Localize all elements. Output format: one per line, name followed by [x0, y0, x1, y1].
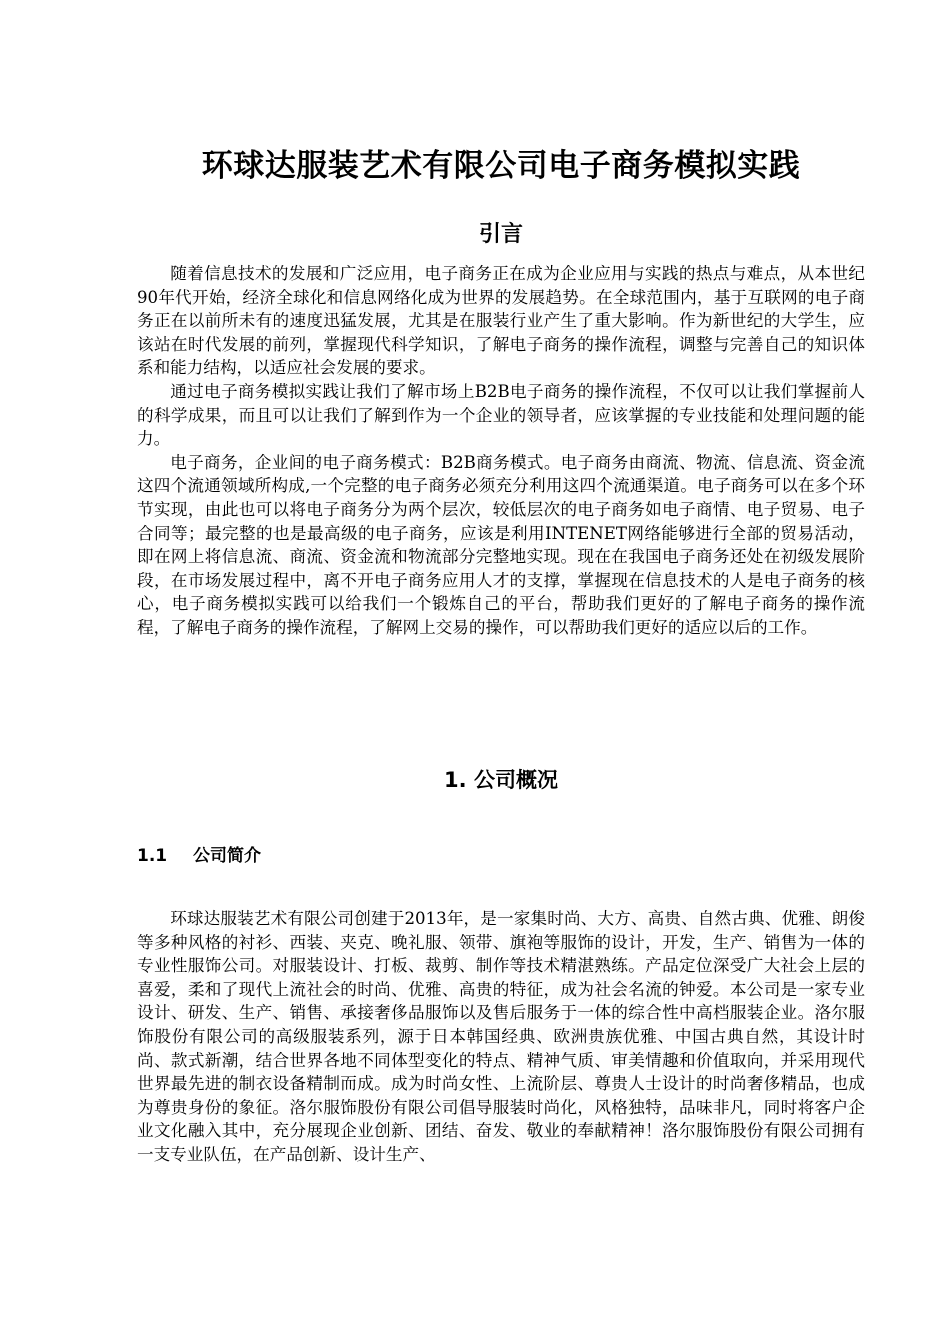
subsection-number: 1.1: [137, 846, 168, 866]
section-heading-company-overview: 1. 公司概况: [444, 768, 558, 792]
intro-paragraph-2: 通过电子商务模拟实践让我们了解市场上B2B电子商务的操作流程，不仅可以让我们掌握前人的科学成果，而且可以让我们了解到作为一个企业的领导者，应该掌握的专业技能和处理问题的能力。: [137, 381, 865, 449]
intro-paragraph-3: 电子商务，企业间的电子商务模式：B2B商务模式。电子商务由商流、物流、信息流、资金流这四个流通领域所构成,一个完整的电子商务必须充分利用这四个流通渠道。电子商务可以在多个环节实现，由此也可以将电子商务分为两个层次，较低层次的电子商务如电子商情、电子贸易、电子合同等；最完整的也是最高级的电子商务，应该是利用INTENET网络能够进行全部的贸易活动，即在网上将信息流、商流、资金流和物流部分完整地实现。现在在我国电子商务还处在初级发展阶段，在市场发展过程中，离不开电子商务应用人才的支撑，掌握现在信息技术的人是电子商务的核心，电子商务模拟实践可以给我们一个锻炼自己的平台，帮助我们更好的了解电子商务的操作流程，了解电子商务的操作流程，了解网上交易的操作，可以帮助我们更好的适应以后的工作。: [137, 452, 865, 637]
subsection-heading-company-intro: [137, 842, 261, 870]
intro-body: [137, 262, 865, 640]
subsection-title: 公司简介: [193, 846, 261, 866]
intro-paragraph-1: 随着信息技术的发展和广泛应用，电子商务正在成为企业应用与实践的热点与难点，从本世纪90年代开始，经济全球化和信息网络化成为世界的发展趋势。在全球范围内，基于互联网的电子商务正在以前所未有的速度迅猛发展，尤其是在服装行业产生了重大影响。作为新世纪的大学生，应该站在时代发展的前列，掌握现代科学知识，了解电子商务的操作流程，调整与完善自己的知识体系和能力结构，以适应社会发展的要求。: [137, 264, 865, 378]
document-title: 环球达服装艺术有限公司电子商务模拟实践: [201, 148, 801, 184]
company-intro-body: [137, 907, 865, 1167]
intro-heading: 引言: [478, 222, 523, 247]
company-intro-paragraph-1: 环球达服装艺术有限公司创建于2013年，是一家集时尚、大方、高贵、自然古典、优雅、朗俊等多种风格的衬衫、西装、夹克、晚礼服、领带、旗袍等服饰的设计，开发，生产、销售为一体的专业性服饰公司。对服装设计、打板、裁剪、制作等技术精湛熟练。产品定位深受广大社会上层的喜爱，柔和了现代上流社会的时尚、优雅、高贵的特征，成为社会名流的钟爱。本公司是一家专业设计、研发、生产、销售、承接奢侈品服饰以及售后服务于一体的综合性中高档服装企业。洛尔服饰股份有限公司的高级服装系列，源于日本韩国经典、欧洲贵族优雅、中国古典自然，其设计时尚、款式新潮，结合世界各地不同体型变化的特点、精神气质、审美情趣和价值取向，并采用现代世界最先进的制衣设备精制而成。成为时尚女性、上流阶层、尊贵人士设计的时尚奢侈精品，也成为尊贵身份的象征。洛尔服饰股份有限公司倡导服装时尚化，风格独特，品味非凡，同时将客户企业文化融入其中，充分展现企业创新、团结、奋发、敬业的奉献精神！洛尔服饰股份有限公司拥有一支专业队伍，在产品创新、设计生产、: [137, 909, 865, 1164]
